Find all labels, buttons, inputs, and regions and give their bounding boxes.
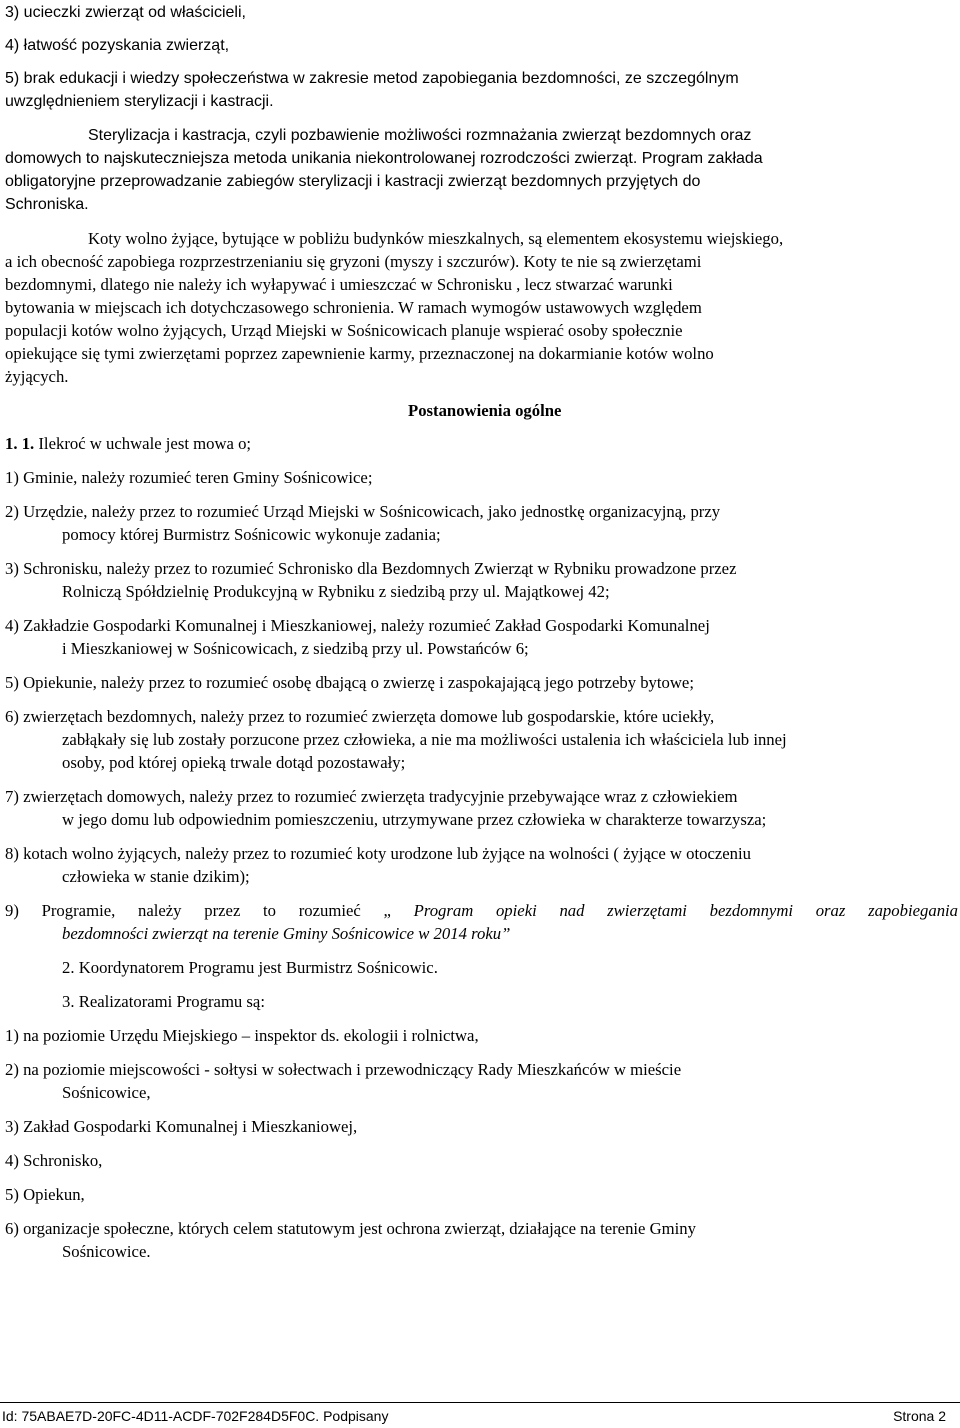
def9-prefix: 9) Programie, należy przez to rozumieć „ — [5, 901, 391, 920]
numbered-item: 3. Realizatorami Programu są: — [62, 992, 265, 1011]
paragraph-line: bezdomnymi, dlatego nie należy ich wyłapywać i umieszczać w Schronisku , lecz stwarzać warunki — [5, 275, 673, 294]
page-number: Strona 2 — [893, 1408, 946, 1424]
section-number: 1. 1. — [5, 434, 35, 453]
definition-item-cont: zabłąkały się lub zostały porzucone przez człowieka, a nie ma możliwości ustalenia ich właściciela lub innej — [62, 730, 787, 749]
definition-item: 2) Urzędzie, należy przez to rozumieć Urząd Miejski w Sośnicowicach, jako jednostkę organizacyjną, przy — [5, 502, 721, 521]
section-text: Ilekroć w uchwale jest mowa o; — [38, 434, 252, 453]
definition-item-cont: i Mieszkaniowej w Sośnicowicach, z siedzibą przy ul. Powstańców 6; — [62, 639, 529, 658]
section-1-line — [5, 432, 251, 455]
paragraph-line: a ich obecność zapobiega rozprzestrzenianiu się gryzoni (myszy i szczurów). Koty te nie są zwierzętami — [5, 252, 702, 271]
definition-item-cont: pomocy której Burmistrz Sośnicowic wykonuje zadania; — [62, 525, 441, 544]
paragraph-line: bytowania w miejscach ich dotychczasowego schronienia. W ramach wymogów ustawowych względem — [5, 298, 702, 317]
realizer-item: 3) Zakład Gospodarki Komunalnej i Mieszkaniowej, — [5, 1117, 358, 1136]
definition-item: 6) zwierzętach bezdomnych, należy przez to rozumieć zwierzęta domowe lub gospodarskie, które uciekły, — [5, 707, 715, 726]
definition-item: 8) kotach wolno żyjących, należy przez to rozumieć koty urodzone lub żyjące na wolności ( żyjące w otoczeniu — [5, 844, 751, 863]
list-item: 5) brak edukacji i wiedzy społeczeństwa w zakresie metod zapobiegania bezdomności, ze szczególnym — [5, 70, 739, 87]
definition-item-cont: w jego domu lub odpowiednim pomieszczeniu, utrzymywane przez człowieka w charakterze towarzysza; — [62, 810, 767, 829]
footer-divider — [0, 1402, 960, 1403]
definition-item: 3) Schronisku, należy przez to rozumieć Schronisko dla Bezdomnych Zwierząt w Rybniku prowadzone przez — [5, 559, 737, 578]
list-item: uwzględnieniem sterylizacji i kastracji. — [5, 93, 274, 110]
paragraph-line: populacji kotów wolno żyjących, Urząd Miejski w Sośnicowicach planuje wspierać osoby społecznie — [5, 321, 683, 340]
definition-item: 1) Gminie, należy rozumieć teren Gminy Sośnicowice; — [5, 468, 373, 487]
def9-program-title: Program opieki nad zwierzętami bezdomnymi oraz zapobiegania — [413, 901, 959, 920]
list-item: 4) łatwość pozyskania zwierząt, — [5, 37, 230, 54]
realizer-item: 5) Opiekun, — [5, 1185, 85, 1204]
realizer-item: 2) na poziomie miejscowości - sołtysi w sołectwach i przewodniczący Rady Mieszkańców w mieście — [5, 1060, 682, 1079]
realizer-item-cont: Sośnicowice. — [62, 1242, 151, 1261]
realizer-item: 6) organizacje społeczne, których celem statutowym jest ochrona zwierząt, działające na terenie Gminy — [5, 1219, 696, 1238]
definition-item: 5) Opiekunie, należy przez to rozumieć osobę dbającą o zwierzę i zaspokajającą jego potrzeby bytowe; — [5, 673, 694, 692]
realizer-item: 1) na poziomie Urzędu Miejskiego – inspektor ds. ekologii i rolnictwa, — [5, 1026, 479, 1045]
document-id: Id: 75ABAE7D-20FC-4D11-ACDF-702F284D5F0C. Podpisany — [2, 1408, 389, 1424]
definition-item — [5, 899, 958, 922]
list-item: 3) ucieczki zwierząt od właścicieli, — [5, 4, 246, 21]
numbered-item: 2. Koordynatorem Programu jest Burmistrz Sośnicowic. — [62, 958, 438, 977]
definition-item: 4) Zakładzie Gospodarki Komunalnej i Mieszkaniowej, należy rozumieć Zakład Gospodarki Komunalnej — [5, 616, 710, 635]
paragraph-line: obligatoryjne przeprowadzanie zabiegów sterylizacji i kastracji zwierząt bezdomnych przyjętych do — [5, 173, 701, 190]
definition-item: 7) zwierzętach domowych, należy przez to rozumieć zwierzęta tradycyjnie przebywające wraz z człowiekiem — [5, 787, 738, 806]
paragraph-line: opiekujące się tymi zwierzętami poprzez zapewnienie karmy, przeznaczonej na dokarmianie kotów wolno — [5, 344, 714, 363]
realizer-item-cont: Sośnicowice, — [62, 1083, 151, 1102]
section-heading: Postanowienia ogólne — [408, 401, 562, 420]
definition-item-cont: Rolniczą Spółdzielnię Produkcyjną w Rybniku z siedzibą przy ul. Majątkowej 42; — [62, 582, 610, 601]
paragraph-line: Schroniska. — [5, 196, 89, 213]
paragraph-line: Koty wolno żyjące, bytujące w pobliżu budynków mieszkalnych, są elementem ekosystemu wiejskiego, — [88, 229, 784, 248]
realizer-item: 4) Schronisko, — [5, 1151, 103, 1170]
definition-item-cont: osoby, pod której opieką trwale dotąd pozostawały; — [62, 753, 406, 772]
paragraph-line: Sterylizacja i kastracja, czyli pozbawienie możliwości rozmnażania zwierząt bezdomnych oraz — [88, 127, 752, 144]
definition-item-cont: bezdomności zwierząt na terenie Gminy Sośnicowice w 2014 roku” — [62, 924, 511, 943]
paragraph-line: żyjących. — [5, 367, 69, 386]
definition-item-cont: człowieka w stanie dzikim); — [62, 867, 250, 886]
paragraph-line: domowych to najskuteczniejsza metoda unikania niekontrolowanej rozrodczości zwierząt. Program zakłada — [5, 150, 763, 167]
